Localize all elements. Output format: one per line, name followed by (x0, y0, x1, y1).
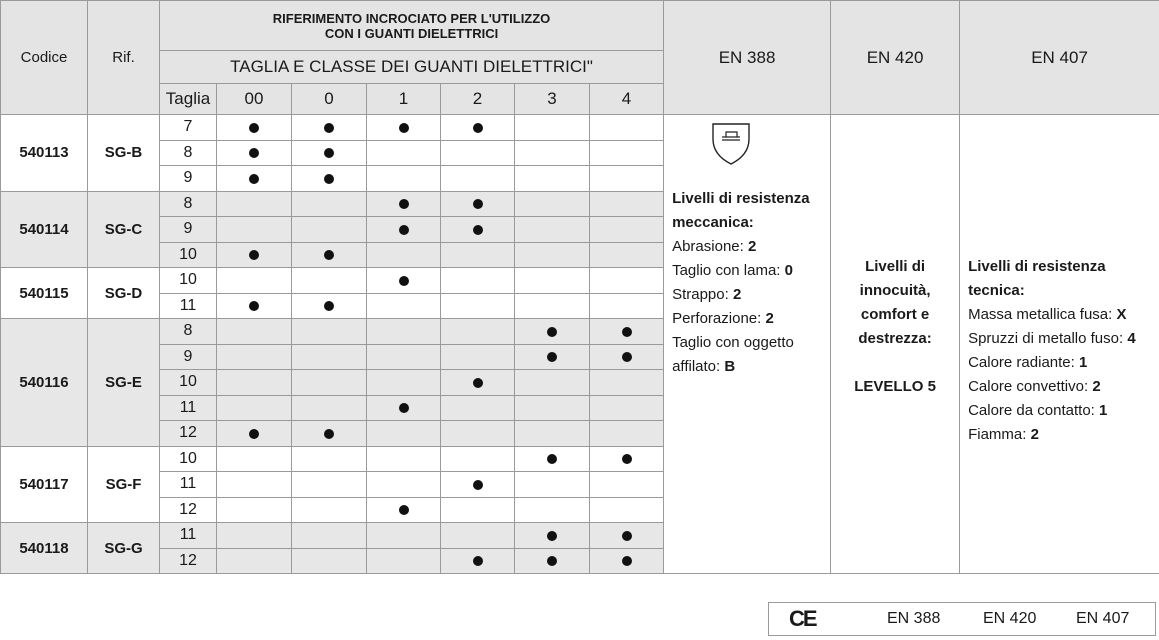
class-cell (590, 421, 664, 447)
class-cell (515, 115, 590, 141)
compatibility-dot (473, 225, 483, 235)
en407-item (968, 399, 1151, 423)
en388-item (672, 307, 822, 331)
class-cell (217, 446, 292, 472)
class-cell (367, 242, 441, 268)
header-class-0: 00 (217, 84, 292, 115)
compatibility-dot (547, 454, 557, 464)
class-cell (515, 242, 590, 268)
class-cell (590, 395, 664, 421)
en407-info (960, 115, 1159, 574)
en407-item-label: Calore convettivo: (968, 378, 1093, 395)
en407-title-1: Livelli di resistenza (968, 258, 1106, 275)
en388-item-value: 2 (765, 310, 774, 327)
class-cell (292, 115, 367, 141)
class-cell (515, 421, 590, 447)
en407-item-value: X (1116, 306, 1127, 323)
class-cell (515, 472, 590, 498)
class-cell (217, 472, 292, 498)
compatibility-dot (324, 250, 334, 260)
class-cell (292, 344, 367, 370)
class-cell (217, 166, 292, 192)
en407-item (968, 423, 1151, 447)
product-code: 540113 (1, 115, 88, 192)
compatibility-dot (249, 250, 259, 260)
size-cell: 11 (160, 523, 217, 549)
class-cell (217, 344, 292, 370)
header-class-2: 1 (367, 84, 441, 115)
class-cell (515, 497, 590, 523)
product-code: 540116 (1, 319, 88, 447)
size-cell: 10 (160, 268, 217, 294)
en388-item (672, 331, 822, 379)
class-cell (217, 421, 292, 447)
class-cell (515, 446, 590, 472)
en388-item-value: 2 (732, 286, 742, 303)
class-cell (292, 319, 367, 345)
class-cell (367, 319, 441, 345)
en388-item-label: Perforazione: (672, 310, 766, 327)
class-cell (367, 140, 441, 166)
en420-line2: innocuità, (859, 282, 931, 299)
compatibility-dot (547, 327, 557, 337)
class-cell (367, 268, 441, 294)
table-row (1, 115, 1159, 141)
class-cell (441, 166, 515, 192)
compatibility-dot (324, 148, 334, 158)
en388-item-value: 0 (784, 262, 793, 279)
en388-title-2: meccanica: (672, 214, 754, 231)
product-code: 540115 (1, 268, 88, 319)
cert-standard: EN 407 (1076, 610, 1130, 627)
compatibility-dot (399, 225, 409, 235)
en407-item-value: 2 (1092, 378, 1101, 395)
size-cell: 8 (160, 191, 217, 217)
class-cell (217, 523, 292, 549)
en407-item-label: Calore radiante: (968, 354, 1079, 371)
compatibility-dot (249, 123, 259, 133)
en388-item-value: B (724, 358, 736, 375)
class-cell (217, 319, 292, 345)
size-cell: 12 (160, 421, 217, 447)
size-cell: 12 (160, 548, 217, 574)
header-code: Codice (1, 1, 88, 115)
compatibility-dot (547, 531, 557, 541)
class-cell (441, 191, 515, 217)
class-cell (590, 268, 664, 294)
class-cell (292, 140, 367, 166)
class-cell (367, 497, 441, 523)
en407-item-label: Massa metallica fusa: (968, 306, 1117, 323)
compatibility-dot (399, 505, 409, 515)
class-cell (441, 548, 515, 574)
product-ref: SG-B (88, 115, 160, 192)
class-cell (590, 242, 664, 268)
class-cell (441, 344, 515, 370)
compatibility-dot (622, 531, 632, 541)
compatibility-dot (622, 454, 632, 464)
cross-ref-title-line2: CON I GUANTI DIELETTRICI (324, 25, 499, 41)
class-cell (515, 523, 590, 549)
size-cell: 12 (160, 497, 217, 523)
class-cell (590, 497, 664, 523)
class-cell (590, 472, 664, 498)
class-cell (292, 446, 367, 472)
class-cell (441, 140, 515, 166)
class-cell (217, 395, 292, 421)
compatibility-dot (622, 352, 632, 362)
class-cell (590, 140, 664, 166)
header-cross-reference (160, 1, 664, 51)
en407-item (968, 375, 1151, 399)
en407-item-label: Spruzzi di metallo fuso: (968, 330, 1128, 347)
class-cell (367, 293, 441, 319)
class-cell (292, 523, 367, 549)
class-cell (292, 268, 367, 294)
class-cell (515, 370, 590, 396)
size-cell: 9 (160, 344, 217, 370)
class-cell (515, 395, 590, 421)
class-cell (441, 268, 515, 294)
class-cell (292, 395, 367, 421)
en407-item-value: 1 (1099, 402, 1108, 419)
en407-item (968, 327, 1151, 351)
product-ref: SG-F (88, 446, 160, 523)
en420-info (831, 115, 960, 574)
class-cell (441, 395, 515, 421)
product-code: 540117 (1, 446, 88, 523)
en388-info (664, 115, 831, 574)
header-size-class: TAGLIA E CLASSE DEI GUANTI DIELETTRICI" (160, 51, 664, 84)
compatibility-dot (399, 123, 409, 133)
en388-item (672, 283, 822, 307)
compatibility-dot (324, 123, 334, 133)
class-cell (515, 293, 590, 319)
class-cell (367, 115, 441, 141)
en388-item-label: Taglio con lama: (672, 262, 785, 279)
en388-title-1: Livelli di resistenza (672, 190, 810, 207)
class-cell (292, 370, 367, 396)
product-ref: SG-G (88, 523, 160, 574)
class-cell (590, 293, 664, 319)
class-cell (590, 548, 664, 574)
compatibility-dot (249, 148, 259, 158)
class-cell (515, 191, 590, 217)
en407-item-value: 4 (1127, 330, 1136, 347)
en407-item (968, 303, 1151, 327)
ce-mark: CE (789, 606, 816, 631)
size-cell: 10 (160, 370, 217, 396)
class-cell (217, 293, 292, 319)
compatibility-dot (324, 301, 334, 311)
header-en407: EN 407 (960, 1, 1159, 115)
header-class-5: 4 (590, 84, 664, 115)
class-cell (441, 293, 515, 319)
en388-item-value: 2 (747, 238, 757, 255)
class-cell (367, 217, 441, 243)
class-cell (515, 140, 590, 166)
class-cell (217, 548, 292, 574)
cert-standard: EN 420 (983, 610, 1037, 627)
header-en388: EN 388 (664, 1, 831, 115)
class-cell (292, 548, 367, 574)
class-cell (590, 446, 664, 472)
class-cell (292, 497, 367, 523)
class-cell (367, 446, 441, 472)
class-cell (441, 115, 515, 141)
class-cell (441, 370, 515, 396)
en420-line4: destrezza: (858, 330, 932, 347)
class-cell (515, 344, 590, 370)
class-cell (367, 370, 441, 396)
en407-item-label: Calore da contatto: (968, 402, 1099, 419)
en420-line3: comfort e (860, 306, 930, 323)
header-class-3: 2 (441, 84, 515, 115)
en420-line1: Livelli di (865, 258, 926, 275)
size-cell: 10 (160, 242, 217, 268)
class-cell (367, 344, 441, 370)
compatibility-dot (399, 276, 409, 286)
class-cell (217, 242, 292, 268)
class-cell (292, 217, 367, 243)
class-cell (292, 472, 367, 498)
compatibility-dot (473, 556, 483, 566)
class-cell (292, 421, 367, 447)
class-cell (590, 115, 664, 141)
class-cell (441, 523, 515, 549)
size-cell: 11 (160, 395, 217, 421)
class-cell (441, 319, 515, 345)
class-cell (441, 421, 515, 447)
class-cell (441, 446, 515, 472)
size-cell: 11 (160, 293, 217, 319)
compatibility-dot (249, 429, 259, 439)
en388-item-label: Abrasione: (672, 238, 748, 255)
header-size: Taglia (160, 84, 217, 115)
size-cell: 8 (160, 140, 217, 166)
header-class-1: 0 (292, 84, 367, 115)
en420-level: LEVELLO 5 (854, 378, 936, 395)
class-cell (590, 319, 664, 345)
compatibility-dot (622, 556, 632, 566)
class-cell (217, 268, 292, 294)
en407-item-label: Fiamma: (968, 426, 1031, 443)
class-cell (217, 140, 292, 166)
class-cell (292, 293, 367, 319)
certification-bar (768, 602, 1156, 636)
class-cell (367, 523, 441, 549)
compatibility-dot (399, 199, 409, 209)
class-cell (217, 217, 292, 243)
compatibility-dot (324, 429, 334, 439)
class-cell (217, 497, 292, 523)
class-cell (590, 344, 664, 370)
en407-title-2: tecnica: (968, 282, 1025, 299)
mechanical-hazard-icon (710, 121, 752, 167)
class-cell (590, 191, 664, 217)
class-cell (292, 166, 367, 192)
compatibility-dot (473, 378, 483, 388)
class-cell (367, 421, 441, 447)
class-cell (515, 548, 590, 574)
compatibility-dot (473, 480, 483, 490)
en388-item (672, 259, 822, 283)
product-code: 540118 (1, 523, 88, 574)
size-cell: 10 (160, 446, 217, 472)
class-cell (441, 217, 515, 243)
class-cell (590, 166, 664, 192)
class-cell (590, 370, 664, 396)
compatibility-dot (622, 327, 632, 337)
class-cell (217, 115, 292, 141)
en407-item-value: 2 (1030, 426, 1039, 443)
class-cell (367, 548, 441, 574)
class-cell (515, 268, 590, 294)
en407-item-value: 1 (1078, 354, 1088, 371)
class-cell (367, 191, 441, 217)
compatibility-dot (547, 556, 557, 566)
class-cell (590, 217, 664, 243)
cert-standard: EN 388 (887, 610, 941, 627)
compatibility-dot (324, 174, 334, 184)
header-en420: EN 420 (831, 1, 960, 115)
class-cell (217, 191, 292, 217)
size-cell: 11 (160, 472, 217, 498)
product-ref: SG-E (88, 319, 160, 447)
class-cell (515, 166, 590, 192)
size-cell: 7 (160, 115, 217, 141)
en388-item-label: Taglio con oggetto affilato: (672, 334, 794, 375)
header-class-4: 3 (515, 84, 590, 115)
size-cell: 8 (160, 319, 217, 345)
compatibility-dot (249, 174, 259, 184)
product-ref: SG-D (88, 268, 160, 319)
class-cell (367, 472, 441, 498)
compatibility-dot (547, 352, 557, 362)
en388-item (672, 235, 822, 259)
size-cell: 9 (160, 166, 217, 192)
class-cell (515, 319, 590, 345)
class-cell (441, 472, 515, 498)
class-cell (367, 395, 441, 421)
class-cell (217, 370, 292, 396)
en388-item-label: Strappo: (672, 286, 733, 303)
class-cell (515, 217, 590, 243)
size-cell: 9 (160, 217, 217, 243)
class-cell (441, 242, 515, 268)
class-cell (441, 497, 515, 523)
class-cell (367, 166, 441, 192)
class-cell (292, 191, 367, 217)
compatibility-dot (473, 199, 483, 209)
compatibility-dot (399, 403, 409, 413)
compatibility-dot (473, 123, 483, 133)
compatibility-dot (249, 301, 259, 311)
header-ref: Rif. (88, 1, 160, 115)
class-cell (590, 523, 664, 549)
product-ref: SG-C (88, 191, 160, 268)
product-code: 540114 (1, 191, 88, 268)
cross-ref-title-line1: RIFERIMENTO INCROCIATO PER L'UTILIZZO (272, 10, 551, 26)
en407-item (968, 351, 1151, 375)
class-cell (292, 242, 367, 268)
